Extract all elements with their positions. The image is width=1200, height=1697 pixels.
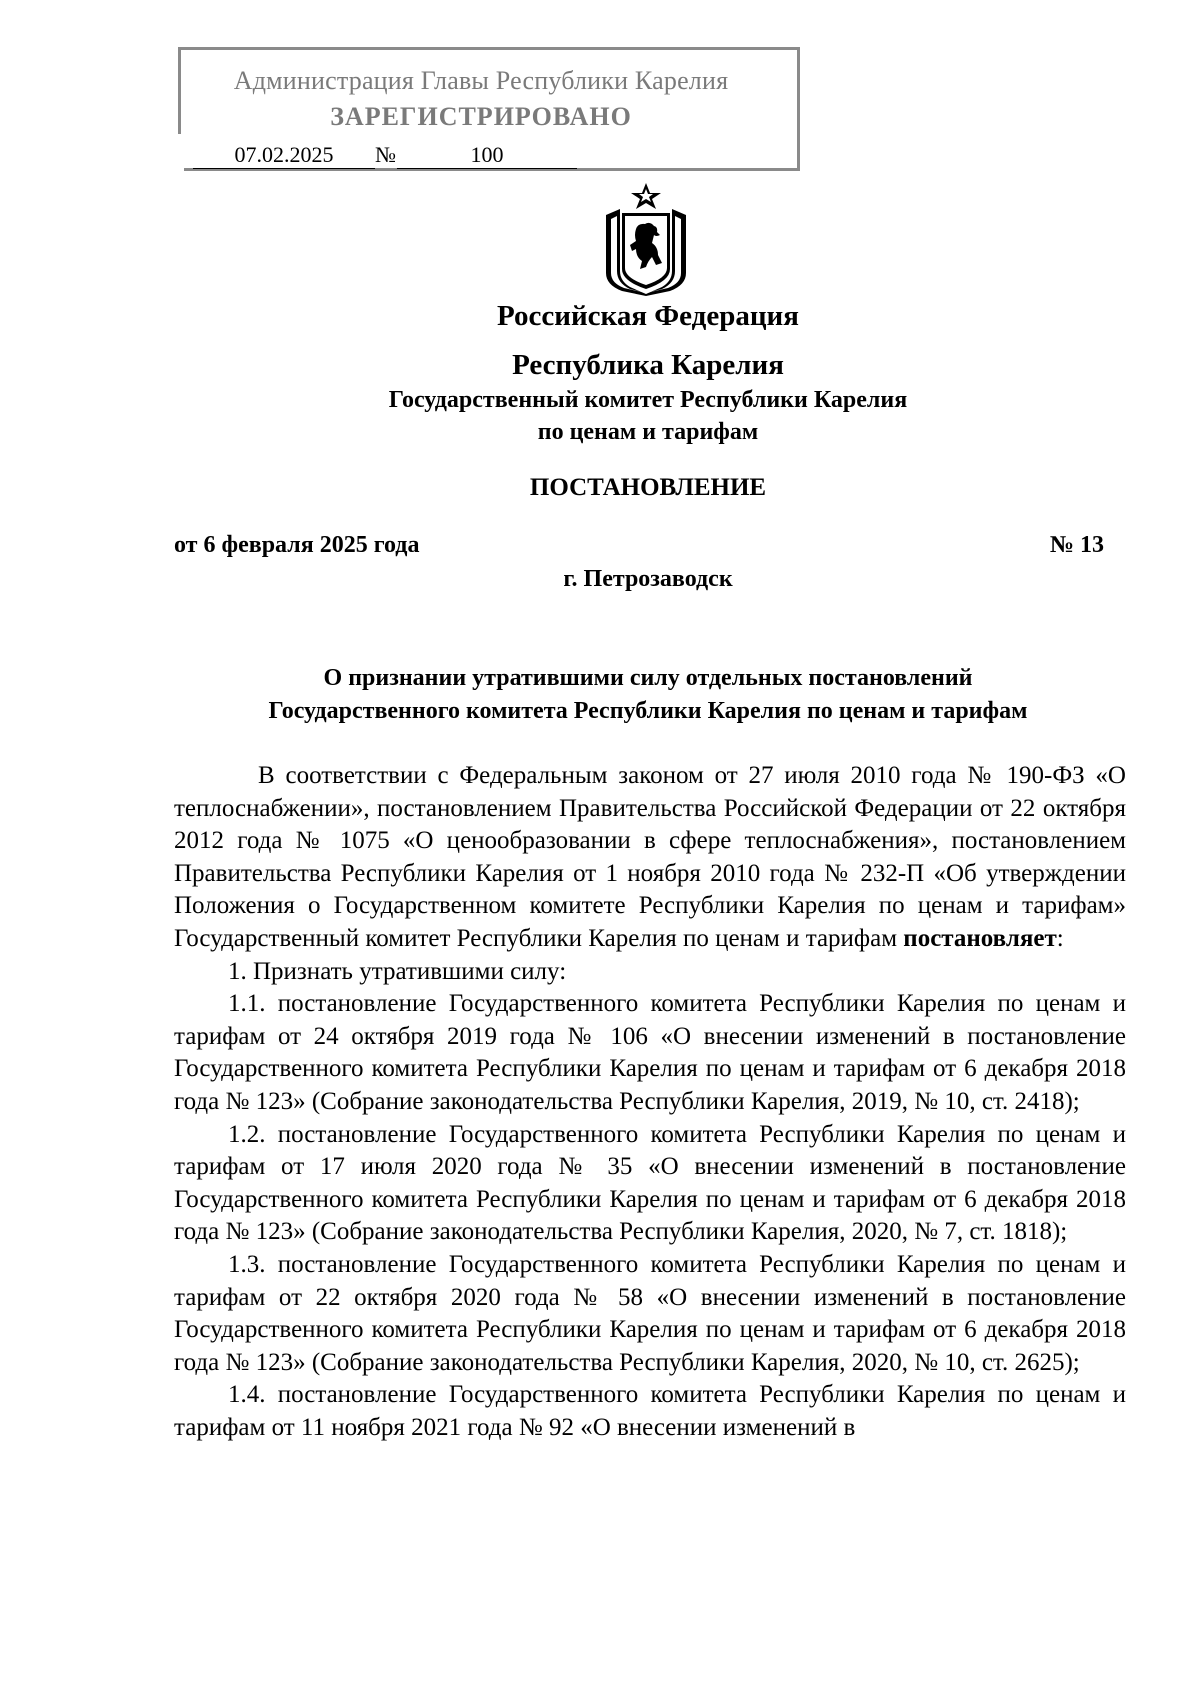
document-city: г. Петрозаводск xyxy=(563,566,733,592)
stamp-status: ЗАРЕГИСТРИРОВАНО xyxy=(330,102,632,131)
registration-stamp xyxy=(178,47,800,171)
stamp-number-label: № xyxy=(375,142,396,167)
stamp-date: 07.02.2025 xyxy=(193,142,375,169)
intro-text: В соответствии с Федеральным законом от 27 июля 2010 года № 190-ФЗ «О теплоснабжении», постановлением Правительства Российской Федерации от 22 октября 2012 года № 1075 «О ценообразовании в сфере теплоснабжения», постановлением Правительства Республики Карелия от 1 ноября 2010 года № 232-П «Об утверждении Положения о Государственном комитете Республики Карелия по ценам и тарифам» Государственный комитет Республики Карелия по ценам и тарифам xyxy=(174,762,1126,952)
item-1: 1. Признать утратившими силу: xyxy=(228,957,567,985)
item-1-4: 1.4. постановление Государственного комитета Республики Карелия по ценам и тарифам от 11 ноября 2021 года № 92 «О внесении изменений в xyxy=(174,1381,1126,1441)
document-date: от 6 февраля 2025 года xyxy=(174,532,420,558)
karelia-coat-of-arms-icon xyxy=(600,181,692,296)
committee-heading-line2: по ценам и тарифам xyxy=(537,419,759,445)
intro-bold-word: постановляет xyxy=(903,924,1057,952)
intro-end: : xyxy=(1056,924,1064,952)
document-number: № 13 xyxy=(1049,532,1104,558)
document-type: ПОСТАНОВЛЕНИЕ xyxy=(529,474,767,501)
stamp-border-gap xyxy=(178,134,184,174)
document-title-line1: О признании утратившими силу отдельных постановлений xyxy=(323,665,973,691)
document-body xyxy=(174,760,1126,1444)
intro-paragraph xyxy=(174,760,1126,956)
document-title-line2: Государственного комитета Республики Карелия по ценам и тарифам xyxy=(268,698,1028,724)
stamp-number: 100 xyxy=(397,142,577,169)
country-heading: Российская Федерация xyxy=(497,300,799,332)
stamp-organization: Администрация Главы Республики Карелия xyxy=(233,66,729,95)
item-1-3: 1.3. постановление Государственного комитета Республики Карелия по ценам и тарифам от 22 октября 2020 года № 58 «О внесении изменений в постановление Государственного комитета Республики Карелия по ценам и тарифам от 6 декабря 2018 года № 123» (Собрание законодательства Республики Карелия, 2020, № 10, ст. 2625); xyxy=(174,1250,1126,1376)
item-1-1: 1.1. постановление Государственного комитета Республики Карелия по ценам и тарифам от 24 октября 2019 года № 106 «О внесении изменений в постановление Государственного комитета Республики Карелия по ценам и тарифам от 6 декабря 2018 года № 123» (Собрание законодательства Республики Карелия, 2019, № 10, ст. 2418); xyxy=(174,990,1126,1115)
committee-heading-line1: Государственный комитет Республики Карелия xyxy=(388,387,908,413)
item-1-2: 1.2. постановление Государственного комитета Республики Карелия по ценам и тарифам от 17 июля 2020 года № 35 «О внесении изменений в постановление Государственного комитета Республики Карелия по ценам и тарифам от 6 декабря 2018 года № 123» (Собрание законодательства Республики Карелия, 2020, № 7, ст. 1818); xyxy=(174,1120,1126,1246)
republic-heading: Республика Карелия xyxy=(512,349,784,381)
